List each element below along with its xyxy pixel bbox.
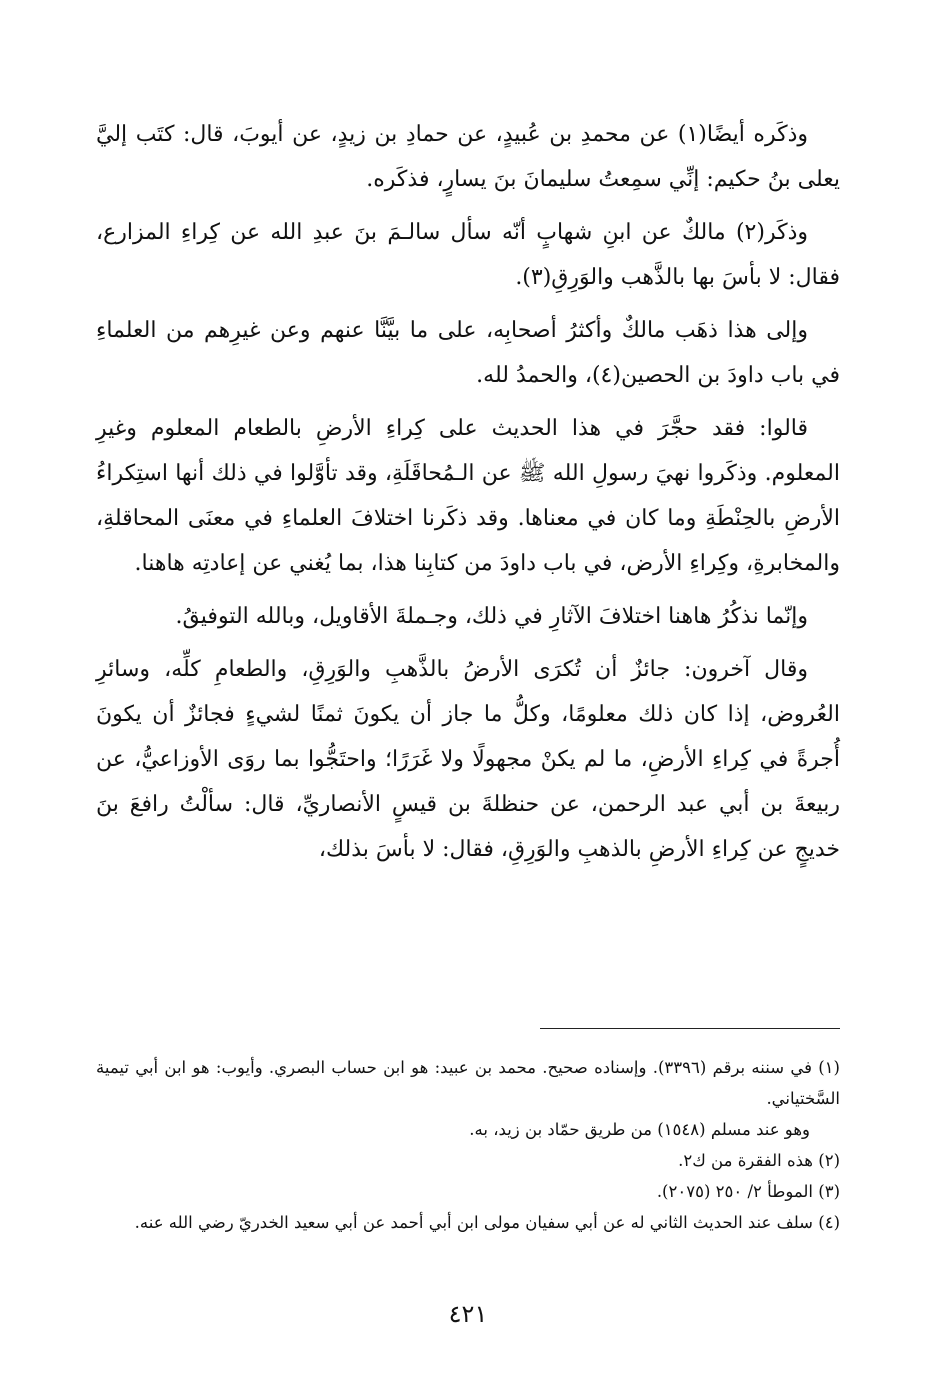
paragraph: قالوا: فقد حجَّرَ في هذا الحديث على كِراءِ الأرضِ بالطعام المعلوم وغيرِ المعلوم. وذكَروا نهيَ رسولِ الله ﷺ عن الـمُحاقَلَةِ، وقد تأوَّلوا في ذلك أنها استِكراءُ الأرضِ بالحِنْطَةِ وما كان في معناها. وقد ذكَرنا اختلافَ العلماءِ في معنَى المحاقلةِ، والمخابرةِ، وكِراءِ الأرض، في باب داودَ من كتابِنا هذا، بما يُغني عن إعادتِه هاهنا. (96, 416, 840, 576)
paragraph: وذكَر(٢) مالكٌ عن ابنِ شهابٍ أنّه سأل سالـمَ بنَ عبدِ الله عن كِراءِ المزارع، فقال: لا بأسَ بها بالذَّهب والوَرِقِ(٣). (96, 220, 840, 290)
footnote: (٤) سلف عند الحديث الثاني له عن أبي سفيان مولى ابن أبي أحمد عن أبي سعيد الخدريّ رضي الله عنه. (134, 1213, 840, 1232)
footnote: (٢) هذه الفقرة من ك٢. (678, 1151, 840, 1170)
book-page (96, 112, 840, 1352)
page-number: ٤٢١ (448, 1300, 488, 1328)
paragraph: وإلى هذا ذهَب مالكٌ وأكثرُ أصحابِه، على ما بيَّنَّا عنهم وعن غيرِهم من العلماءِ في باب داودَ بن الحصين(٤)، والحمدُ لله. (96, 318, 840, 388)
footnote: وهو عند مسلم (١٥٤٨) من طريق حمّاد بن زيد، به. (469, 1120, 810, 1139)
paragraph: وإنّما نذكُرُ هاهنا اختلافَ الآثارِ في ذلك، وجـملةَ الأقاويل، وبالله التوفيقُ. (175, 604, 808, 629)
footnotes (96, 1052, 840, 1238)
footnote: (٣) الموطأ ٢/ ٢٥٠ (٢٠٧٥). (656, 1182, 840, 1201)
paragraph: وذكَره أيضًا(١) عن محمدِ بن عُبيدٍ، عن حمادِ بن زيدٍ، عن أيوبَ، قال: كتَب إليَّ يعلى بنُ حكيم: إنِّي سمِعتُ سليمانَ بنَ يسارٍ، فذكَره. (96, 122, 840, 192)
footnote: (١) في سننه برقم (٣٣٩٦). وإسناده صحيح. محمد بن عبيد: هو ابن حساب البصري. وأيوب: هو ابن أبي تيمية السَّختياني. (96, 1058, 840, 1108)
main-text (96, 112, 840, 872)
paragraph: وقال آخرون: جائزٌ أن تُكرَى الأرضُ بالذَّهبِ والوَرِقِ، والطعامِ كلِّه، وسائرِ العُروض، إذا كان ذلك معلومًا، وكلُّ ما جاز أن يكونَ ثمنًا لشيءٍ فجائزٌ أن يكونَ أُجرةً في كِراءِ الأرضِ، ما لم يكنْ مجهولًا ولا غَرَرًا؛ واحتَجُّوا بما روَى الأوزاعيُّ، عن ربيعةَ بن أبي عبد الرحمن، عن حنظلةَ بن قيسٍ الأنصاريِّ، قال: سألْتُ رافعَ بنَ خديجٍ عن كِراءِ الأرضِ بالذهبِ والوَرِقِ، فقال: لا بأسَ بذلك، (96, 657, 840, 862)
footnote-divider (540, 1028, 840, 1029)
